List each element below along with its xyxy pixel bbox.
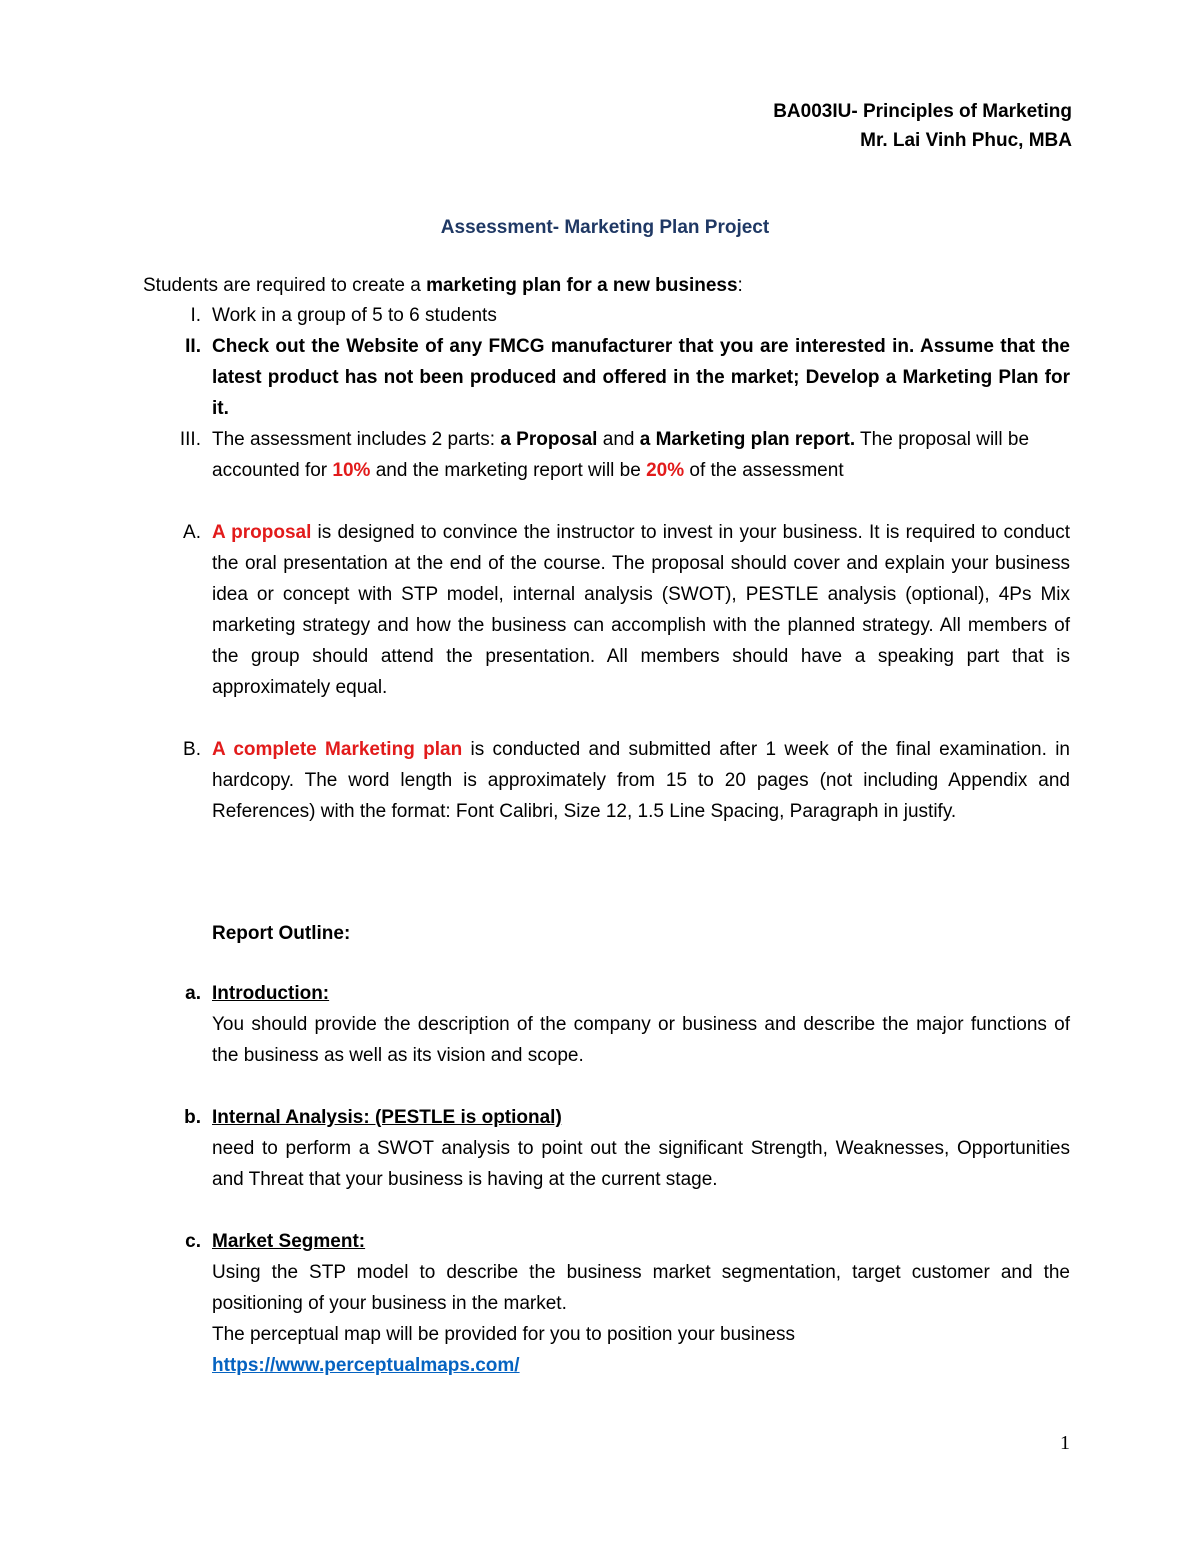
part-text: is conducted and submitted after 1 week of the final examination. in hardcopy. The word length is approximately from 15 to 20 pages (not including Appendix and References) with the format: Font Calibri, Size 12, 1.5 Line Spacing, Paragraph in justify. [212, 739, 1070, 822]
lecturer-name: Mr. Lai Vinh Phuc, MBA [860, 130, 1072, 151]
intro-bold-text: marketing plan for a new business [426, 275, 738, 296]
requirement-item [190, 300, 1070, 331]
requirement-text: Check out the Website of any FMCG manufacturer that you are interested in. Assume that the latest product has not been produced and offered in the market; Develop a Marketing Plan for it. [212, 336, 1070, 419]
requirement-item [179, 424, 1070, 486]
list-marker: B. [183, 739, 201, 760]
requirement-item [185, 331, 1070, 424]
requirement-text: and the marketing report will be [370, 460, 647, 481]
outline-section [185, 1226, 1070, 1381]
list-marker: b. [184, 1107, 201, 1128]
report-weight: 20% [646, 460, 685, 481]
outline-section [184, 1102, 1070, 1195]
list-marker: III. [179, 429, 201, 450]
list-marker: II. [185, 336, 201, 357]
list-marker: I. [190, 305, 201, 326]
part-highlight: A complete Marketing plan [212, 739, 463, 760]
requirement-text: The assessment includes 2 parts: [212, 429, 501, 450]
requirement-text: and [597, 429, 640, 450]
list-marker: A. [183, 522, 201, 543]
intro-text: Students are required to create a [143, 275, 427, 296]
list-marker: a. [185, 983, 201, 1004]
perceptual-maps-link[interactable]: https://www.perceptualmaps.com/ [212, 1355, 520, 1376]
requirement-text: of the assessment [684, 460, 844, 481]
part-item [183, 517, 1070, 703]
requirement-text: The proposal will be accounted for [212, 429, 1030, 481]
section-body: You should provide the description of the company or business and describe the major functions of the business as well as its vision and scope. [212, 1014, 1070, 1066]
intro-paragraph [143, 275, 743, 297]
requirement-bold-text: a Marketing plan report. [639, 429, 856, 450]
page-title: Assessment- Marketing Plan Project [440, 217, 770, 238]
part-item [183, 734, 1070, 827]
section-title: Introduction: [212, 983, 330, 1004]
intro-colon: : [737, 275, 743, 296]
requirement-text: Work in a group of 5 to 6 students [212, 305, 497, 326]
part-text: is designed to convince the instructor to invest in your business. It is required to conduct the oral presentation at the end of the course. The proposal should cover and explain your business idea or concept with STP model, internal analysis (SWOT), PESTLE analysis (optional), 4Ps Mix marketing strategy and how the business can accomplish with the planned strategy. All members of the group should attend the presentation. All members should have a speaking part that is approximately equal. [212, 522, 1070, 698]
proposal-weight: 10% [332, 460, 371, 481]
course-title: BA003IU- Principles of Marketing [773, 101, 1072, 122]
section-body: The perceptual map will be provided for you to position your business [212, 1324, 795, 1345]
section-body: need to perform a SWOT analysis to point out the significant Strength, Weaknesses, Opportunities and Threat that your business is having at the current stage. [212, 1138, 1070, 1190]
part-highlight: A proposal [212, 522, 312, 543]
outline-heading: Report Outline: [212, 923, 351, 944]
section-title: Market Segment: [212, 1231, 366, 1252]
requirement-bold-text: a Proposal [500, 429, 598, 450]
list-marker: c. [185, 1231, 201, 1252]
page-number: 1 [1060, 1432, 1070, 1454]
section-body: Using the STP model to describe the business market segmentation, target customer and the positioning of your business in the market. [212, 1262, 1070, 1314]
section-title: Internal Analysis: (PESTLE is optional) [212, 1107, 562, 1128]
outline-section [185, 978, 1070, 1071]
